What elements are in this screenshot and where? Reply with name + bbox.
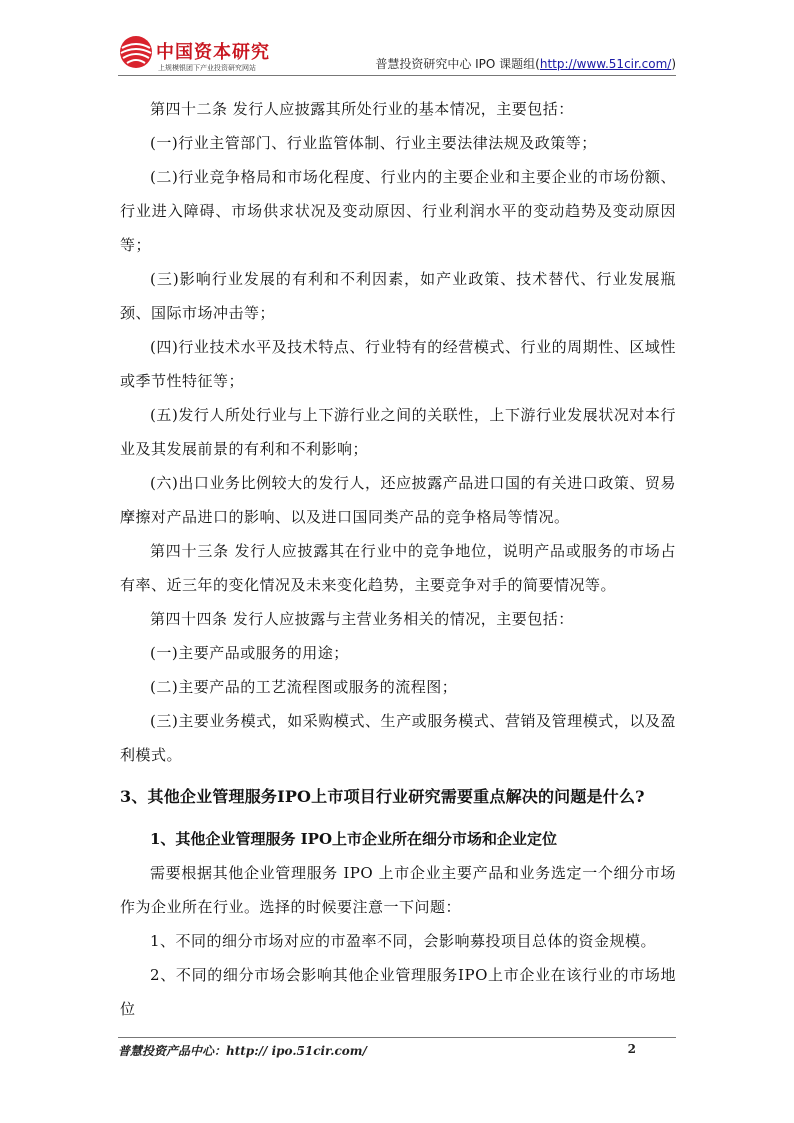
page-content [120, 92, 676, 1026]
header-right-text [375, 55, 676, 72]
paragraph-group-articles [120, 92, 676, 772]
footer-rule [118, 1037, 676, 1038]
paragraph-group-positioning [120, 856, 676, 1026]
page-number: 2 [627, 1042, 636, 1056]
paragraph: (三)主要业务模式，如采购模式、生产或服务模式、营销及管理模式，以及盈利模式。 [120, 712, 676, 764]
footer-left-text: 普慧投资产品中心：http:// ipo.51cir.com/ [118, 1044, 367, 1058]
header-paren: ) [671, 57, 676, 71]
paragraph: (一)行业主管部门、行业监管体制、行业主要法律法规及政策等； [150, 134, 597, 152]
header-link[interactable]: http://www.51cir.com/ [539, 57, 672, 71]
paragraph: (五)发行人所处行业与上下游行业之间的关联性，上下游行业发展状况对本行业及其发展前景的有利和不利影响； [120, 406, 676, 458]
paragraph: (一)主要产品或服务的用途； [150, 644, 349, 662]
paragraph: (二)行业竞争格局和市场化程度、行业内的主要企业和主要企业的市场份额、行业进入障碍、市场供求状况及变动原因、行业利润水平的变动趋势及变动原因等； [120, 168, 676, 254]
logo-globe-icon [118, 34, 154, 70]
page-header [118, 28, 676, 76]
paragraph: 第四十四条 发行人应披露与主营业务相关的情况，主要包括： [150, 610, 574, 628]
paragraph: 需要根据其他企业管理服务 IPO 上市企业主要产品和业务选定一个细分市场作为企业所在行业。选择的时候要注意一下问题： [120, 864, 676, 916]
paragraph: (三)影响行业发展的有利和不利因素，如产业政策、技术替代、行业发展瓶颈、国际市场冲击等； [120, 270, 676, 322]
paragraph: 2、不同的细分市场会影响其他企业管理服务IPO上市企业在该行业的市场地位 [120, 966, 676, 1018]
logo-subtitle: 上规模银团下产业投资研究网站 [158, 64, 256, 72]
page-footer [118, 1037, 676, 1058]
header-org: 普慧投资研究中心 IPO 课题组( [375, 57, 540, 71]
header-rule [118, 75, 676, 76]
logo-title: 中国资本研究 [156, 42, 270, 63]
paragraph: 第四十三条 发行人应披露其在行业中的竞争地位，说明产品或服务的市场占有率、近三年的变化情况及未来变化趋势，主要竞争对手的简要情况等。 [120, 542, 676, 594]
paragraph: (四)行业技术水平及技术特点、行业特有的经营模式、行业的周期性、区域性或季节性特征等； [120, 338, 676, 390]
paragraph: (六)出口业务比例较大的发行人，还应披露产品进口国的有关进口政策、贸易摩擦对产品进口的影响、以及进口国同类产品的竞争格局等情况。 [120, 474, 676, 526]
section-heading: 3、其他企业管理服务IPO上市项目行业研究需要重点解决的问题是什么? [120, 787, 645, 806]
sub-heading: 1、其他企业管理服务 IPO上市企业所在细分市场和企业定位 [150, 830, 558, 848]
paragraph: 1、不同的细分市场对应的市盈率不同，会影响募投项目总体的资金规模。 [150, 932, 657, 950]
paragraph: 第四十二条 发行人应披露其所处行业的基本情况，主要包括： [150, 100, 574, 118]
logo [118, 34, 318, 76]
paragraph: (二)主要产品的工艺流程图或服务的流程图； [150, 678, 458, 696]
